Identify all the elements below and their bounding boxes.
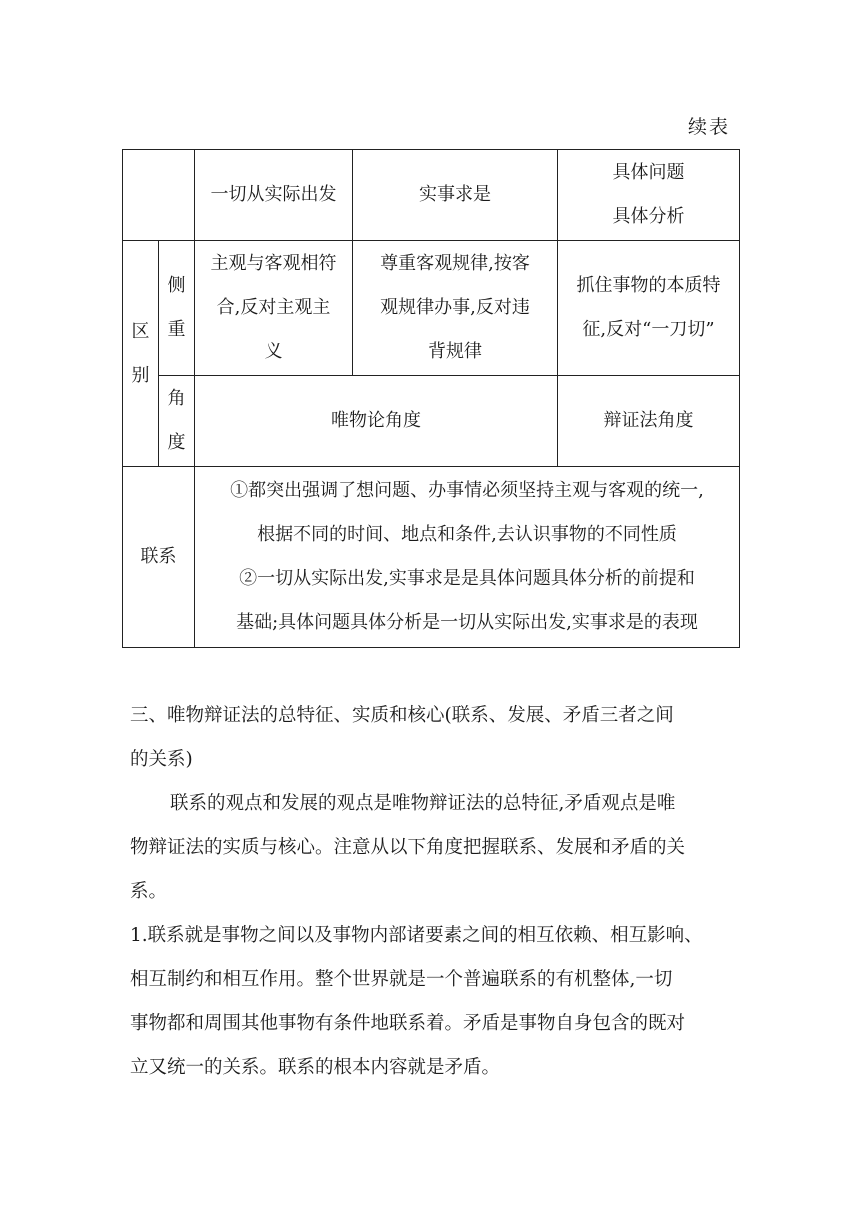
table-row-cezhong [123, 241, 740, 376]
row-label-jiaodu: 角 度 [159, 376, 195, 467]
table-cell: 辩证法角度 [558, 376, 740, 467]
row-label-cezhong: 侧 重 [159, 241, 195, 376]
table-caption: 续表 [688, 116, 731, 138]
table-row-lianxi [123, 467, 740, 648]
table-cell: ①都突出强调了想问题、办事情必须坚持主观与客观的统一, 根据不同的时间、地点和条件,去认识事物的不同性质 ②一切从实际出发,实事求是是具体问题具体分析的前提和 基础;具体问题具体分析是一切从实际出发,实事求是的表现 [195, 467, 740, 648]
paragraph-2: 1.联系就是事物之间以及事物内部诸要素之间的相互依赖、相互影响、 相互制约和相互作用。整个世界就是一个普遍联系的有机整体,一切 事物都和周围其他事物有条件地联系着。矛盾是事物自身包含的既对 立又统一的关系。联系的根本内容就是矛盾。 [130, 925, 703, 1078]
table-cell: 抓住事物的本质特 征,反对“一刀切” [558, 241, 740, 376]
section-heading: 三、唯物辩证法的总特征、实质和核心(联系、发展、矛盾三者之间 的关系) [130, 705, 674, 770]
comparison-table [122, 149, 740, 648]
table-cell: 尊重客观规律,按客 观规律办事,反对违 背规律 [353, 241, 558, 376]
row-label-qubie: 区 别 [123, 241, 159, 467]
header-cell: 实事求是 [353, 150, 558, 241]
table-cell: 唯物论角度 [195, 376, 558, 467]
row-label-lianxi: 联系 [123, 467, 195, 648]
header-cell: 一切从实际出发 [195, 150, 353, 241]
corner-cell [123, 150, 195, 241]
table-row-jiaodu [123, 376, 740, 467]
paragraph-1: 联系的观点和发展的观点是唯物辩证法的总特征,矛盾观点是唯 物辩证法的实质与核心。注意从以下角度把握联系、发展和矛盾的关 系。 [130, 793, 686, 902]
header-cell: 具体问题 具体分析 [558, 150, 740, 241]
table-header-row [123, 150, 740, 241]
table-cell: 主观与客观相符 合,反对主观主 义 [195, 241, 353, 376]
